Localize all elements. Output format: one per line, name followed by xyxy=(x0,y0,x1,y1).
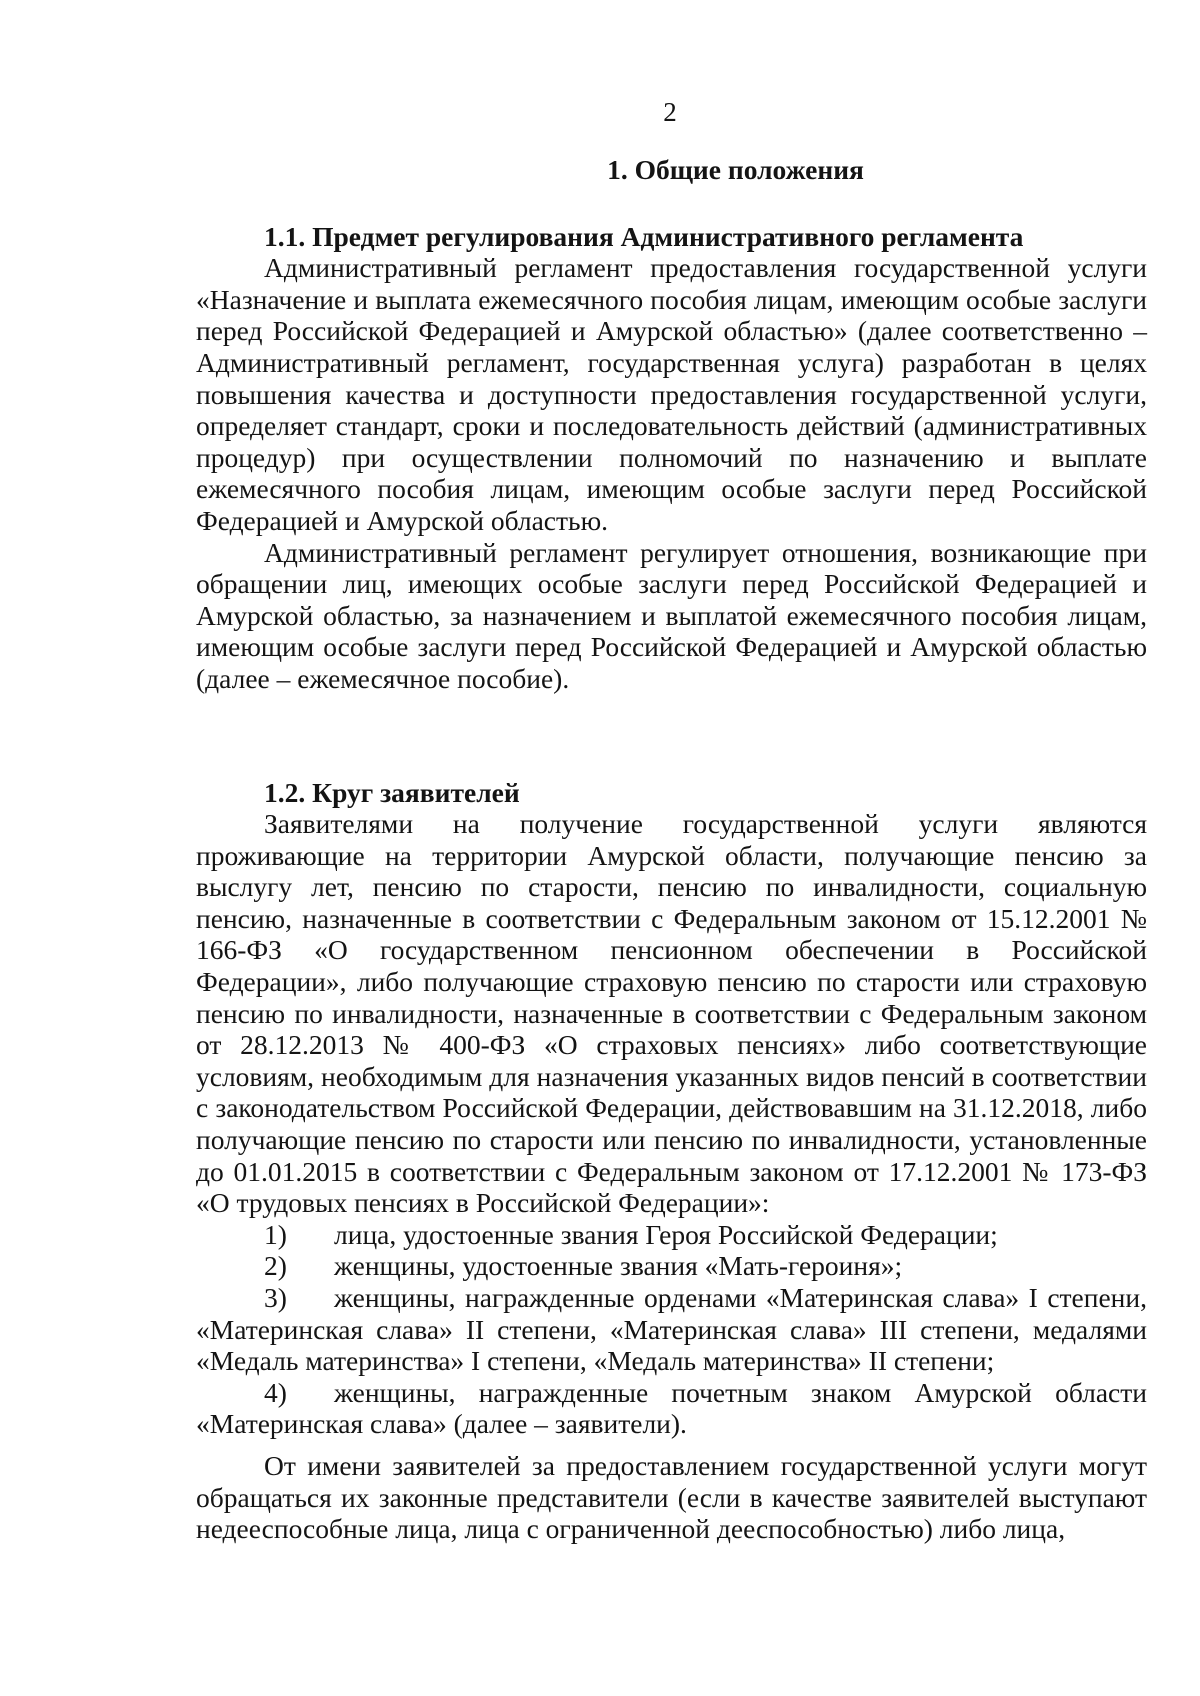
paragraph-applicants-intro: Заявителями на получение государственной услуги являются проживающие на территории Амурской области, получающие пенсию за выслугу лет, пенсию по старости, пенсию по инвалидности, социальную пенсию, назначенные в соответствии с Федеральным законом от 15.12.2001 № 166-ФЗ «О государственном пенсионном обеспечении в Российской Федерации», либо получающие страховую пенсию по старости или страховую пенсию по инвалидности, назначенные в соответствии с Федеральным законом от 28.12.2013 № 400-ФЗ «О страховых пенсиях» либо соответствующие условиям, необходимым для назначения указанных видов пенсий в соответствии с законодательством Российской Федерации, действовавшим на 31.12.2018, либо получающие пенсию по старости или пенсию по инвалидности, установленные до 01.01.2015 в соответствии с Федеральным законом от 17.12.2001 № 173-ФЗ «О трудовых пенсиях в Российской Федерации»: xyxy=(196,808,1147,1219)
page-number: 2 xyxy=(663,97,677,127)
paragraph-regulation-purpose: Административный регламент предоставления государственной услуги «Назначение и выплата ежемесячного пособия лицам, имеющим особые заслуги перед Российской Федерацией и Амурской областью» (далее соответственно – Административный регламент, государственная услуга) разработан в целях повышения качества и доступности предоставления государственной услуги, определяет стандарт, сроки и последовательность действий (административных процедур) при осуществлении полномочий по назначению и выплате ежемесячного пособия лицам, имеющим особые заслуги перед Российской Федерацией и Амурской областью. xyxy=(196,252,1147,536)
list-item xyxy=(196,1219,1147,1251)
list-item-number: 1) xyxy=(264,1218,287,1250)
list-item xyxy=(196,1377,1147,1440)
chapter-title: 1. Общие положения xyxy=(607,154,864,185)
list-item xyxy=(196,1282,1147,1377)
section-title-1-2: 1.2. Круг заявителей xyxy=(264,776,520,808)
list-item-text: женщины, награжденные орденами «Материнская слава» I степени, «Материнская слава» II степени, «Материнская слава» III степени, медалями «Медаль материнства» I степени, «Медаль материнства» II степени; xyxy=(196,1282,1147,1377)
paragraph-representatives: От имени заявителей за предоставлением государственной услуги могут обращаться их законные представители (если в качестве заявителей выступают недееспособные лица, лица с ограниченной дееспособностью) либо лица, xyxy=(196,1449,1147,1545)
paragraph-regulation-scope: Административный регламент регулирует отношения, возникающие при обращении лиц, имеющих особые заслуги перед Российской Федерацией и Амурской областью, за назначением и выплатой ежемесячного пособия лицам, имеющим особые заслуги перед Российской Федерацией и Амурской областью (далее – ежемесячное пособие). xyxy=(196,536,1147,694)
document-body xyxy=(196,154,1147,1545)
list-item-number: 3) xyxy=(264,1282,287,1313)
list-item-number: 2) xyxy=(264,1250,287,1282)
list-item xyxy=(196,1250,1147,1282)
section-spacer xyxy=(196,695,1147,777)
list-item-text: лица, удостоенные звания Героя Российской Федерации; xyxy=(334,1218,998,1250)
list-item-text: женщины, удостоенные звания «Мать-героиня»; xyxy=(334,1250,903,1282)
list-item-text: женщины, награжденные почетным знаком Амурской области «Материнская слава» (далее – заявители). xyxy=(196,1376,1147,1440)
list-item-number: 4) xyxy=(264,1376,287,1408)
section-title-1-1: 1.1. Предмет регулирования Административного регламента xyxy=(264,220,1024,252)
